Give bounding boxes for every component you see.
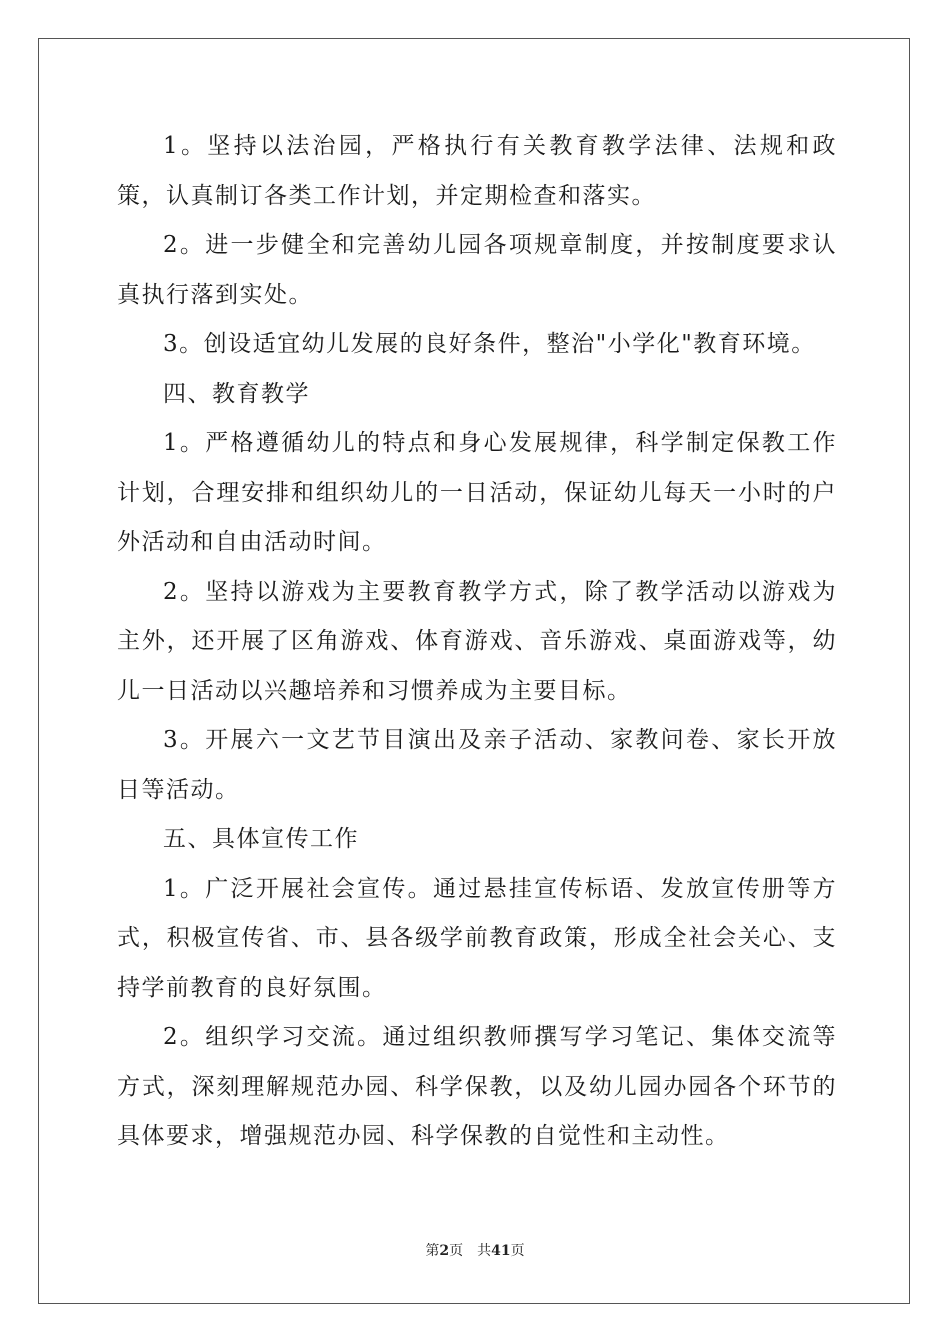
total-suffix: 页 — [510, 1243, 525, 1259]
section-heading: 四、教育教学 — [163, 380, 310, 407]
document-body — [117, 122, 837, 1162]
page-footer — [0, 1240, 950, 1260]
page-prefix: 第 — [425, 1243, 440, 1259]
section-heading: 五、具体宣传工作 — [163, 826, 359, 852]
paragraph: 3。开展六一文艺节目演出及亲子活动、家教问卷、家长开放日等活动。 — [117, 727, 837, 803]
total-prefix: 共 — [477, 1243, 492, 1259]
paragraph: 2。坚持以游戏为主要教育教学方式，除了教学活动以游戏为主外，还开展了区角游戏、体育游戏、音乐游戏、桌面游戏等，幼儿一日活动以兴趣培养和习惯养成为主要目标。 — [117, 578, 837, 704]
paragraph: 1。广泛开展社会宣传。通过悬挂宣传标语、发放宣传册等方式，积极宣传省、市、县各级学前教育政策，形成全社会关心、支持学前教育的良好氛围。 — [117, 875, 837, 1001]
paragraph: 3。创设适宜幼儿发展的良好条件，整治"小学化"教育环境。 — [163, 331, 816, 357]
paragraph: 2。进一步健全和完善幼儿园各项规章制度，并按制度要求认真执行落到实处。 — [117, 232, 837, 308]
paragraph: 1。严格遵循幼儿的特点和身心发展规律，科学制定保教工作计划，合理安排和组织幼儿的一日活动，保证幼儿每天一小时的户外活动和自由活动时间。 — [117, 430, 837, 555]
page-suffix: 页 — [449, 1243, 464, 1259]
paragraph: 1。坚持以法治园，严格执行有关教育教学法律、法规和政策，认真制订各类工作计划，并定期检查和落实。 — [117, 133, 837, 209]
paragraph: 2。组织学习交流。通过组织教师撰写学习笔记、集体交流等方式，深刻理解规范办园、科学保教，以及幼儿园办园各个环节的具体要求，增强规范办园、科学保教的自觉性和主动性。 — [117, 1024, 837, 1149]
total-pages: 41 — [491, 1243, 511, 1259]
page-number: 2 — [439, 1243, 450, 1259]
